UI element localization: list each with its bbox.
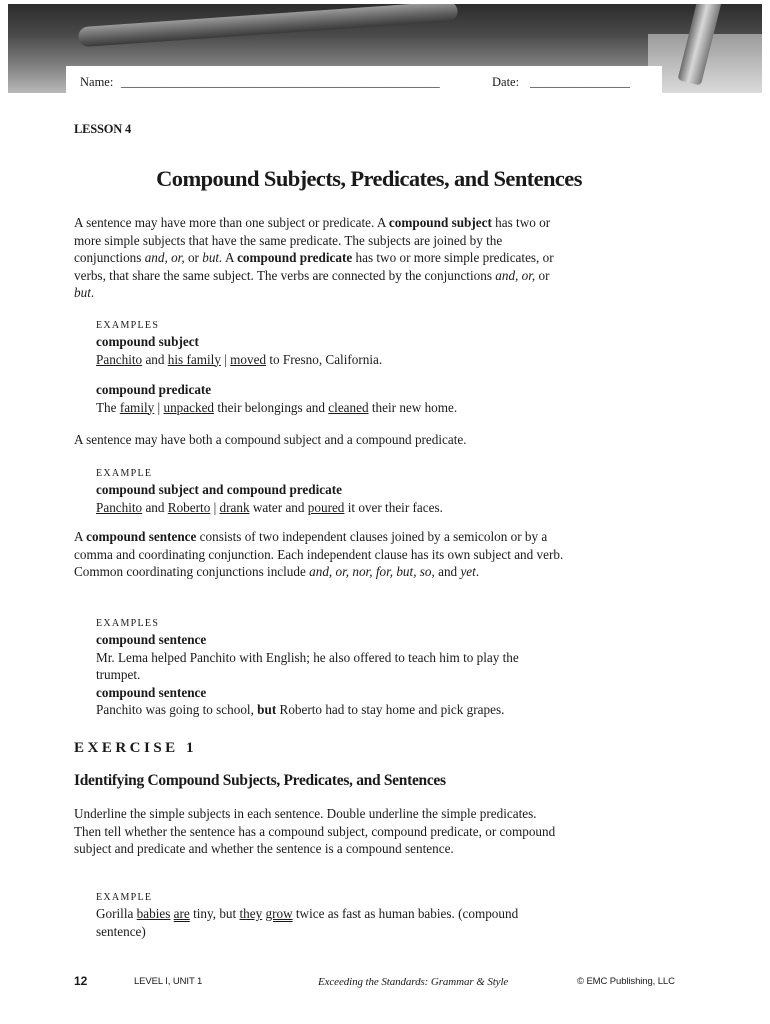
example-heading: compound subject — [96, 334, 199, 349]
examples-block-2 — [96, 467, 566, 516]
footer-level: LEVEL I, UNIT 1 — [134, 976, 203, 987]
name-field[interactable]: ___________________________________________________ — [121, 75, 440, 89]
example-sentence: Panchito and his family | moved to Fresno, California. — [96, 351, 383, 367]
example-sentence: Panchito and Roberto | drank water and poured it over their faces. — [96, 499, 443, 515]
exercise-label: EXERCISE 1 — [74, 740, 197, 756]
pencil-image — [78, 4, 458, 47]
name-date-bar — [66, 66, 662, 93]
examples-block-3 — [96, 617, 566, 719]
examples-label: EXAMPLES — [96, 618, 160, 629]
exercise-instructions: Underline the simple subjects in each sentence. Double underline the simple predicates. Then tell whether the sentence has a compound subject, compound predicate, or compound subject and predicate and whether the sentence is a compound sentence. — [74, 806, 556, 856]
example-label: EXAMPLE — [96, 892, 153, 903]
examples-block-4 — [96, 891, 566, 940]
footer-book-title: Exceeding the Standards: Grammar & Style — [318, 976, 509, 988]
examples-label: EXAMPLES — [96, 320, 160, 331]
example-label: EXAMPLE — [96, 468, 153, 479]
exercise-title: Identifying Compound Subjects, Predicates, and Sentences — [74, 772, 446, 789]
name-label: Name: — [80, 75, 114, 89]
example-heading: compound sentence — [96, 684, 207, 700]
example-sentence: Panchito was going to school, but Roberto had to stay home and pick grapes. — [96, 702, 505, 717]
lesson-label: LESSON 4 — [74, 122, 132, 136]
date-label: Date: — [492, 75, 520, 89]
paragraph-3: A compound sentence consists of two independent clauses joined by a semicolon or by a comma and coordinating conjunction. Each independent clause has its own subject and verb. Common coordinating conjunctions include and, or, nor, for, but, so, and yet. — [74, 529, 564, 579]
page-title: Compound Subjects, Predicates, and Sentences — [156, 166, 582, 191]
example-sentence: Mr. Lema helped Panchito with English; he also offered to teach him to play the trumpet. — [96, 649, 519, 682]
examples-block-1 — [96, 319, 566, 416]
date-field[interactable]: ________________ — [530, 75, 630, 89]
paragraph-2: A sentence may have both a compound subject and a compound predicate. — [74, 432, 467, 447]
example-heading: compound sentence — [96, 632, 207, 647]
example-heading: compound predicate — [96, 382, 212, 397]
footer-copyright: © EMC Publishing, LLC — [577, 976, 675, 987]
example-sentence: The family | unpacked their belongings and cleaned their new home. — [96, 399, 458, 415]
example-sentence: Gorilla babies are tiny, but they grow twice as fast as human babies. (compound sentence) — [96, 906, 519, 939]
page-number: 12 — [74, 974, 88, 988]
intro-paragraph: A sentence may have more than one subject or predicate. A compound subject has two or more simple subjects that have the same predicate. The subjects are joined by the conjunctions and, or, or but. A compound predicate has two or more simple predicates, or verbs, that share the same subject. The verbs are connected by the conjunctions and, or, or but. — [74, 215, 554, 300]
example-heading: compound subject and compound predicate — [96, 482, 342, 497]
